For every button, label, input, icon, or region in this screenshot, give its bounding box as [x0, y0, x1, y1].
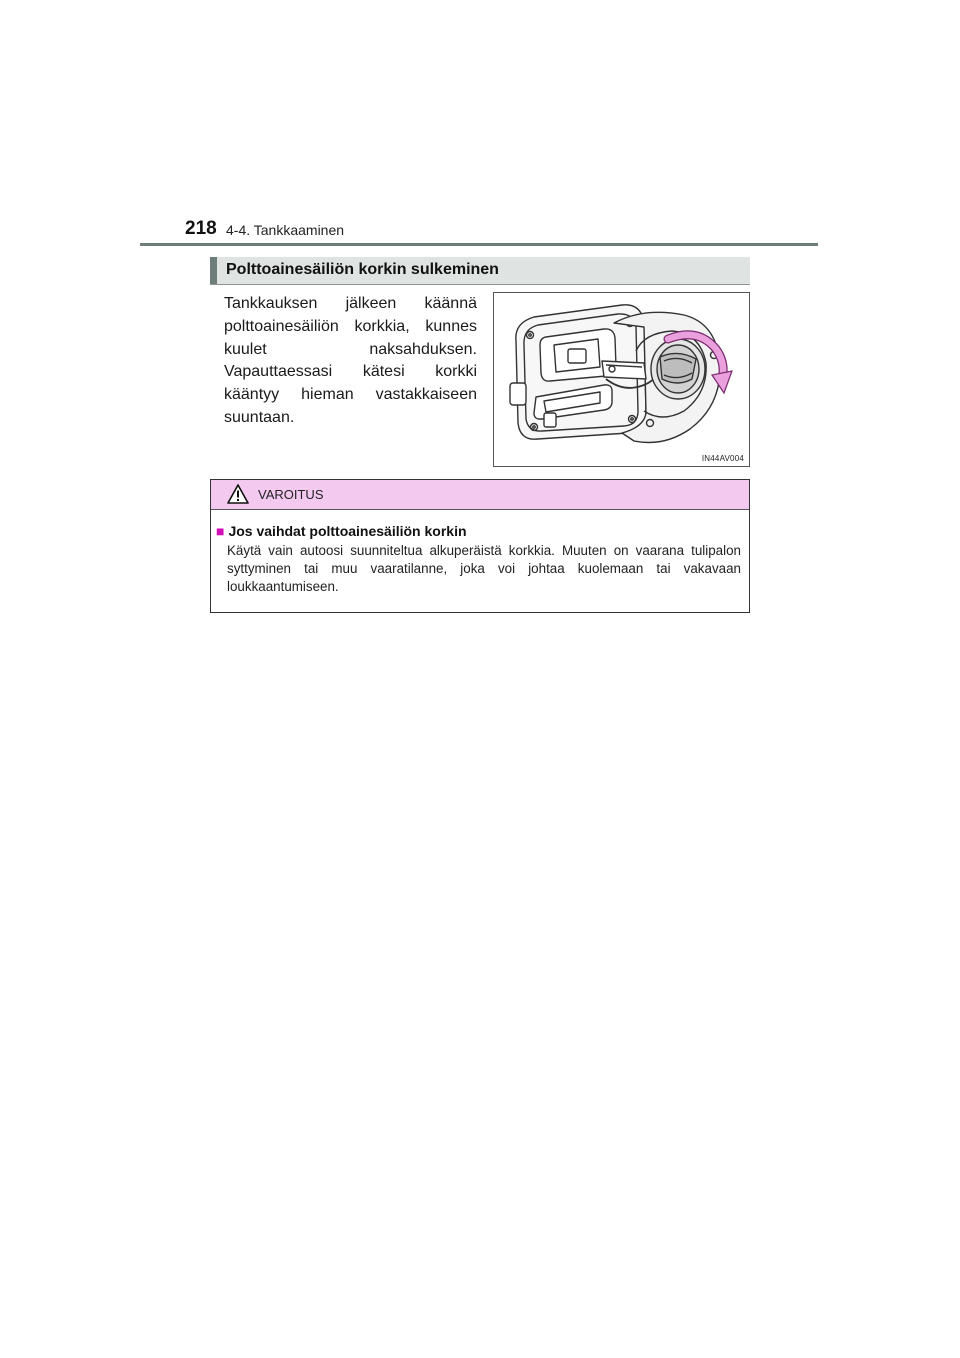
page-number: 218 [185, 218, 217, 239]
warning-triangle-icon [227, 484, 249, 504]
warning-item-body: Käytä vain autoosi suunniteltua alkuperäistä korkkia. Muuten on vaarana tulipalon syttyminen tai muu vaaratilanne, joka voi johtaa kuolemaan tai vakavaan loukkaantumiseen. [227, 543, 741, 594]
warning-label: VAROITUS [258, 487, 324, 502]
warning-box [210, 479, 750, 613]
warning-item-title [216, 523, 467, 539]
fuel-door-drawing [494, 293, 749, 466]
warning-header [211, 480, 749, 510]
instruction-paragraph: Tankkauksen jälkeen käännä polttoainesäiliön korkkia, kunnes kuulet naksahduksen. Vapauttaessasi kätesi korkki kääntyy hieman vastakkaiseen suuntaan. [224, 295, 477, 426]
section-title: 4-4. Tankkaaminen [226, 222, 345, 238]
heading-title: Polttoainesäiliön korkin sulkeminen [226, 261, 499, 278]
heading-bar [210, 257, 750, 285]
figure-code: IN44AV004 [701, 454, 744, 463]
warning-bullet: ■ [216, 523, 225, 539]
header-rule [140, 243, 818, 246]
fuel-cap-illustration [493, 292, 750, 467]
heading-accent [210, 257, 217, 284]
warning-item-title-text: Jos vaihdat polttoainesäiliön korkin [228, 523, 467, 539]
